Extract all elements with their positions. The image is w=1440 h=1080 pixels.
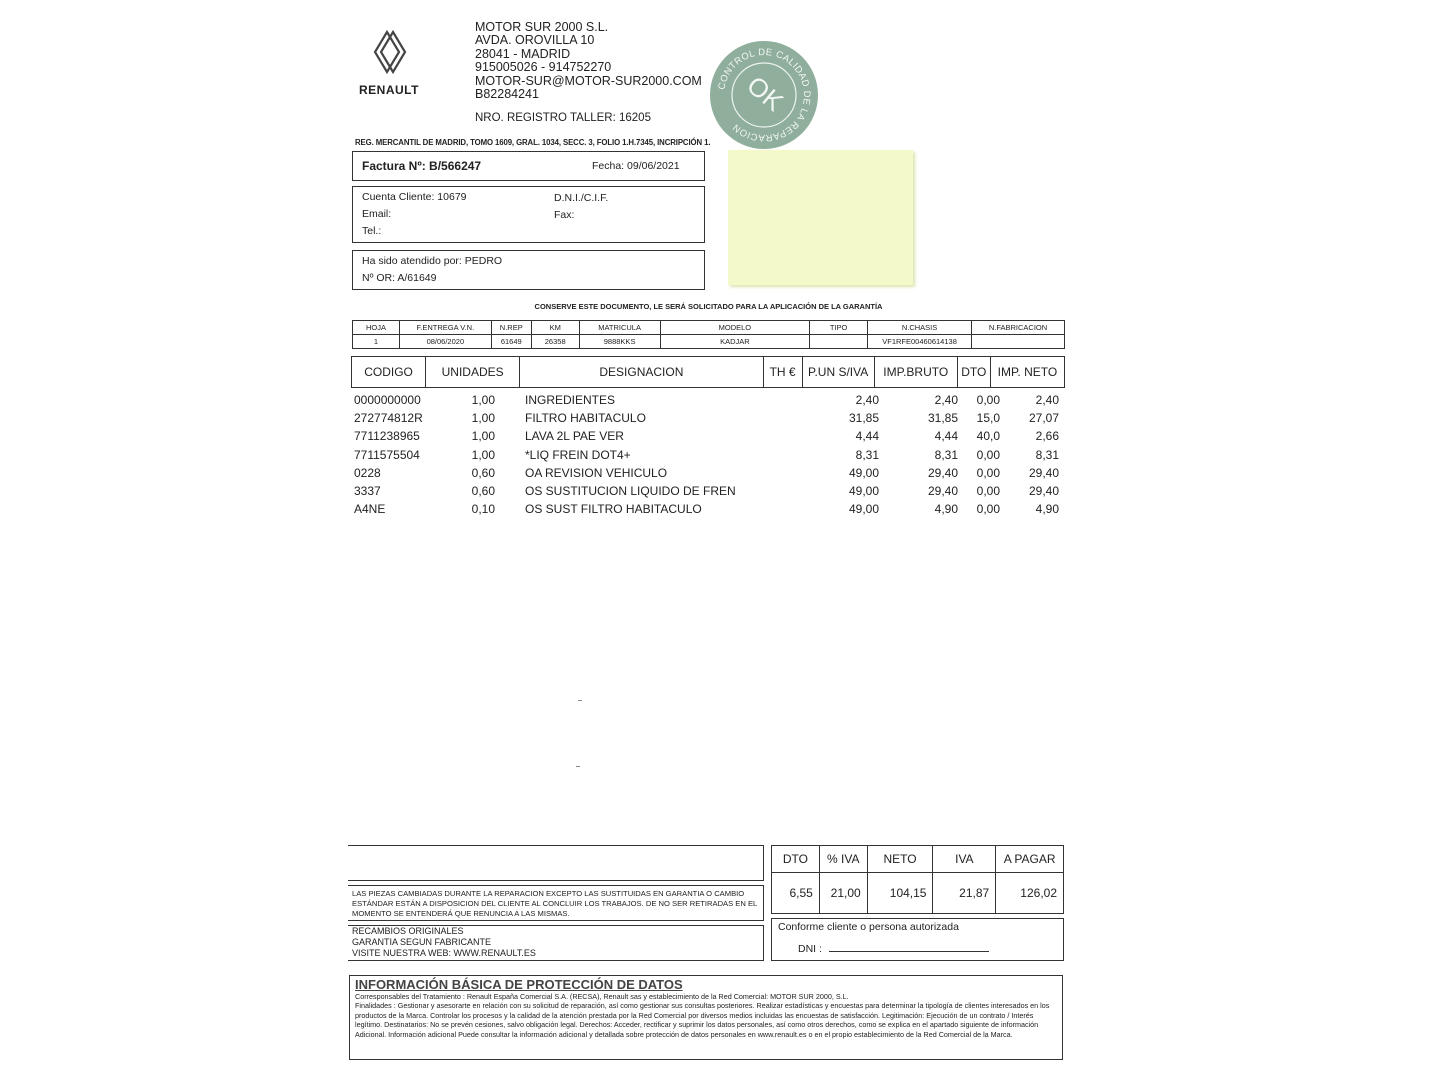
- client-email-label: Email:: [362, 208, 392, 220]
- line-th: [764, 482, 804, 500]
- disclaimer-box: [348, 885, 764, 921]
- lines-header-cell: IMP.BRUTO: [874, 357, 957, 388]
- line-codigo: 0228: [354, 465, 381, 480]
- line-designacion: FILTRO HABITACULO: [525, 411, 646, 426]
- vehicle-value-cell: KADJAR: [660, 335, 810, 349]
- stamp-ring-text: CONTROL DE CALIDAD DE LA REPARACION: [716, 46, 813, 144]
- lines-header-row: [352, 357, 1065, 388]
- vehicle-value-cell: [972, 335, 1065, 349]
- totals-header-cell: A PAGAR: [996, 846, 1064, 873]
- privacy-box: [349, 975, 1063, 1060]
- totals-value-cell: 21,00: [819, 873, 867, 914]
- vehicle-header-cell: N.REP: [491, 321, 531, 335]
- privacy-responsables: Corresponsables del Tratamiento : Renault España Comercial S.A. (RECSA), Renault sas y establecimiento de la Red Comercial: MOTOR SUR 2000, S.L.: [355, 991, 849, 1001]
- vehicle-value-cell: 1: [353, 335, 400, 349]
- line-unidades: 1,00: [471, 429, 495, 444]
- totals-header-row: [772, 846, 1064, 873]
- vehicle-header-row: [353, 321, 1065, 335]
- disclaimer-text: LAS PIEZAS CAMBIADAS DURANTE LA REPARACION EXCEPTO LAS SUSTITUIDAS EN GARANTIA O CAMBIO ESTÁNDAR ESTÁN A DISPOSICION DEL CLIENTE AL CONCLUIR LOS TRABAJOS. DE NO SER RETIRADAS EN EL MOMENTO SE ENTENDERÁ QUE RENUNCIA A LAS MISMAS.: [352, 889, 757, 918]
- line-designacion: OA REVISION VEHICULO: [525, 465, 668, 480]
- line-importe-neto: 8,31: [1035, 447, 1059, 462]
- line-unidades: 1,00: [471, 393, 495, 408]
- line-dto: 40,0: [976, 429, 1000, 444]
- vehicle-value-cell: 9888KKS: [579, 335, 660, 349]
- quality-stamp: [709, 40, 819, 150]
- vehicle-value-cell: 61649: [491, 335, 531, 349]
- totals-header-cell: DTO: [772, 846, 820, 873]
- line-unidades: 0,60: [471, 465, 495, 480]
- vehicle-header-cell: MATRICULA: [579, 321, 660, 335]
- line-row: [352, 446, 1065, 464]
- line-importe-bruto: 2,40: [934, 393, 958, 408]
- line-importe-bruto: 29,40: [927, 484, 958, 499]
- vehicle-header-cell: N.CHASIS: [868, 321, 972, 335]
- lines-header-cell: UNIDADES: [426, 357, 520, 388]
- totals-value-cell: 126,02: [996, 873, 1064, 914]
- conforme-box: [771, 918, 1064, 961]
- line-dto: 15,0: [976, 411, 1000, 426]
- line-importe-bruto: 4,90: [934, 502, 958, 517]
- renault-diamond-icon: [352, 28, 432, 76]
- line-th: [764, 500, 804, 518]
- line-precio-unitario: 2,40: [855, 393, 879, 408]
- recambios-line: RECAMBIOS ORIGINALES: [352, 926, 464, 936]
- footer-blank-box: [348, 845, 764, 881]
- lines-header-cell: IMP. NETO: [990, 357, 1064, 388]
- privacy-title: INFORMACIÓN BÁSICA DE PROTECCIÓN DE DATOS: [355, 977, 683, 992]
- logo-text: RENAULT: [359, 83, 419, 97]
- vehicle-header-cell: N.FABRICACION: [972, 321, 1065, 335]
- line-unidades: 1,00: [471, 411, 495, 426]
- line-row: [352, 464, 1065, 482]
- line-importe-bruto: 8,31: [934, 447, 958, 462]
- line-importe-neto: 27,07: [1028, 411, 1059, 426]
- line-dto: 0,00: [976, 447, 1000, 462]
- conserve-note: CONSERVE ESTE DOCUMENTO, LE SERÁ SOLICITADO PARA LA APLICACIÓN DE LA GARANTÍA: [534, 302, 883, 311]
- line-unidades: 1,00: [471, 447, 495, 462]
- line-th: [764, 464, 804, 482]
- recambios-box: [348, 925, 764, 961]
- line-row: [352, 391, 1065, 409]
- line-importe-neto: 29,40: [1028, 465, 1059, 480]
- line-row: [352, 427, 1065, 445]
- lines-header-table: [351, 356, 1065, 388]
- conforme-text: Conforme cliente o persona autorizada: [778, 921, 959, 933]
- line-dto: 0,00: [976, 393, 1000, 408]
- line-importe-neto: 29,40: [1028, 484, 1059, 499]
- line-codigo: 0000000000: [354, 393, 421, 408]
- company-info: [475, 21, 702, 101]
- web-line: VISITE NUESTRA WEB: WWW.RENAULT.ES: [352, 948, 536, 958]
- dni-label: DNI :: [798, 943, 822, 955]
- privacy-finalidades: Finalidades : Gestionar y asesorarte en relación con su solicitud de reparación, así como gestionar sus consultas posteriores. Realizar estadísticas y encuestas para determinar la tipología de clientes interesados en los productos de la Marca. Controlar los procesos y la calidad de la atención prestada por la Red Comercial por diversos medios incluidas las encuestas de satisfacción. Legitimación: Ejecución de un contrato / Interés legítimo. Destinatarios: No se prevén cesiones, salvo obligación legal. Derechos: Acceder, rectificar y suprimir los datos personales, así como otros derechos, como se explica en el apartado siguiente de información Adicional. Información adicional Puede consultar la información adicional y detallada sobre protección de datos personales en www.renault.es o en el propio establecimiento de la Red Comercial de la Marca.: [355, 1001, 1050, 1039]
- line-importe-neto: 4,90: [1035, 502, 1059, 517]
- company-phones: 915005026 - 914752270: [475, 60, 612, 75]
- vehicle-header-cell: F.ENTREGA V.N.: [399, 321, 491, 335]
- client-box: [352, 186, 705, 243]
- dni-signature-line: [829, 951, 989, 952]
- line-designacion: *LIQ FREIN DOT4+: [525, 447, 631, 462]
- totals-header-cell: NETO: [867, 846, 933, 873]
- line-designacion: LAVA 2L PAE VER: [525, 429, 624, 444]
- vehicle-header-cell: HOJA: [353, 321, 400, 335]
- line-importe-neto: 2,40: [1035, 393, 1059, 408]
- invoice-number: Factura Nº: B/566247: [362, 159, 482, 173]
- line-th: [764, 409, 804, 427]
- vehicle-value-cell: 26358: [531, 335, 579, 349]
- company-name: MOTOR SUR 2000 S.L.: [475, 20, 609, 34]
- lines-header-cell: DTO: [957, 357, 990, 388]
- stamp-ok-text: OK: [741, 69, 790, 118]
- invoice-lines: [352, 391, 1065, 518]
- line-dto: 0,00: [976, 465, 1000, 480]
- line-importe-neto: 2,66: [1035, 429, 1059, 444]
- totals-header-cell: % IVA: [819, 846, 867, 873]
- line-row: [352, 409, 1065, 427]
- registro-taller: NRO. REGISTRO TALLER: 16205: [475, 112, 651, 124]
- attended-by: Ha sido atendido por: PEDRO: [362, 255, 503, 267]
- line-codigo: 7711575504: [354, 447, 420, 462]
- company-address: AVDA. OROVILLA 10: [475, 33, 595, 48]
- client-fax-label: Fax:: [554, 209, 575, 221]
- line-row: [352, 482, 1065, 500]
- line-designacion: OS SUST FILTRO HABITACULO: [525, 502, 702, 517]
- line-designacion: OS SUSTITUCION LIQUIDO DE FREN: [525, 484, 736, 499]
- scan-speck: [578, 700, 582, 701]
- totals-value-cell: 104,15: [867, 873, 933, 914]
- line-unidades: 0,60: [471, 484, 495, 499]
- totals-header-cell: IVA: [933, 846, 996, 873]
- invoice-header-box: [352, 151, 705, 181]
- garantia-line: GARANTIA SEGUN FABRICANTE: [352, 937, 492, 947]
- client-account: Cuenta Cliente: 10679: [362, 191, 467, 203]
- line-unidades: 0,10: [471, 502, 495, 517]
- client-tel-label: Tel.:: [362, 225, 382, 237]
- line-precio-unitario: 31,85: [848, 411, 879, 426]
- line-importe-bruto: 31,85: [927, 411, 958, 426]
- vehicle-header-cell: MODELO: [660, 321, 810, 335]
- line-th: [764, 446, 804, 464]
- reg-mercantil: REG. MERCANTIL DE MADRID, TOMO 1609, GRAL. 1034, SECC. 3, FOLIO 1.H.7345, INCRIPCIÓN 1.: [355, 138, 711, 147]
- vehicle-value-cell: [810, 335, 868, 349]
- line-codigo: 7711238965: [354, 429, 420, 444]
- lines-header-cell: TH €: [763, 357, 802, 388]
- scan-speck: [576, 766, 580, 767]
- lines-header-cell: P.UN S/IVA: [802, 357, 874, 388]
- line-th: [764, 391, 804, 409]
- vehicle-value-row: [353, 335, 1065, 349]
- company-cif: B82284241: [475, 87, 539, 102]
- lines-header-cell: CODIGO: [352, 357, 426, 388]
- line-designacion: INGREDIENTES: [525, 393, 616, 408]
- totals-table: [771, 845, 1064, 914]
- line-dto: 0,00: [976, 484, 1000, 499]
- line-precio-unitario: 8,31: [855, 447, 879, 462]
- attended-box: [352, 250, 705, 290]
- vehicle-header-cell: TIPO: [810, 321, 868, 335]
- vehicle-value-cell: VF1RFE00460614138: [868, 335, 972, 349]
- line-codigo: A4NE: [354, 502, 386, 517]
- totals-value-cell: 6,55: [772, 873, 820, 914]
- sticky-note: [728, 150, 913, 285]
- lines-header-cell: DESIGNACION: [520, 357, 763, 388]
- vehicle-table: [352, 320, 1065, 349]
- line-precio-unitario: 49,00: [848, 484, 879, 499]
- line-codigo: 272774812R: [354, 411, 423, 426]
- company-email: MOTOR-SUR@MOTOR-SUR2000.COM: [475, 73, 702, 88]
- client-dni-label: D.N.I./C.I.F.: [554, 192, 609, 204]
- line-precio-unitario: 49,00: [848, 465, 879, 480]
- line-importe-bruto: 4,44: [934, 429, 958, 444]
- renault-logo: [352, 28, 432, 98]
- line-importe-bruto: 29,40: [927, 465, 958, 480]
- line-th: [764, 427, 804, 445]
- totals-value-cell: 21,87: [933, 873, 996, 914]
- line-codigo: 3337: [354, 484, 381, 499]
- line-dto: 0,00: [976, 502, 1000, 517]
- line-precio-unitario: 4,44: [855, 429, 879, 444]
- company-city: 28041 - MADRID: [475, 46, 571, 61]
- line-row: [352, 500, 1065, 518]
- order-number: Nº OR: A/61649: [362, 272, 437, 284]
- vehicle-value-cell: 08/06/2020: [399, 335, 491, 349]
- totals-value-row: [772, 873, 1064, 914]
- line-precio-unitario: 49,00: [848, 502, 879, 517]
- invoice-date: Fecha: 09/06/2021: [592, 160, 680, 172]
- vehicle-header-cell: KM: [531, 321, 579, 335]
